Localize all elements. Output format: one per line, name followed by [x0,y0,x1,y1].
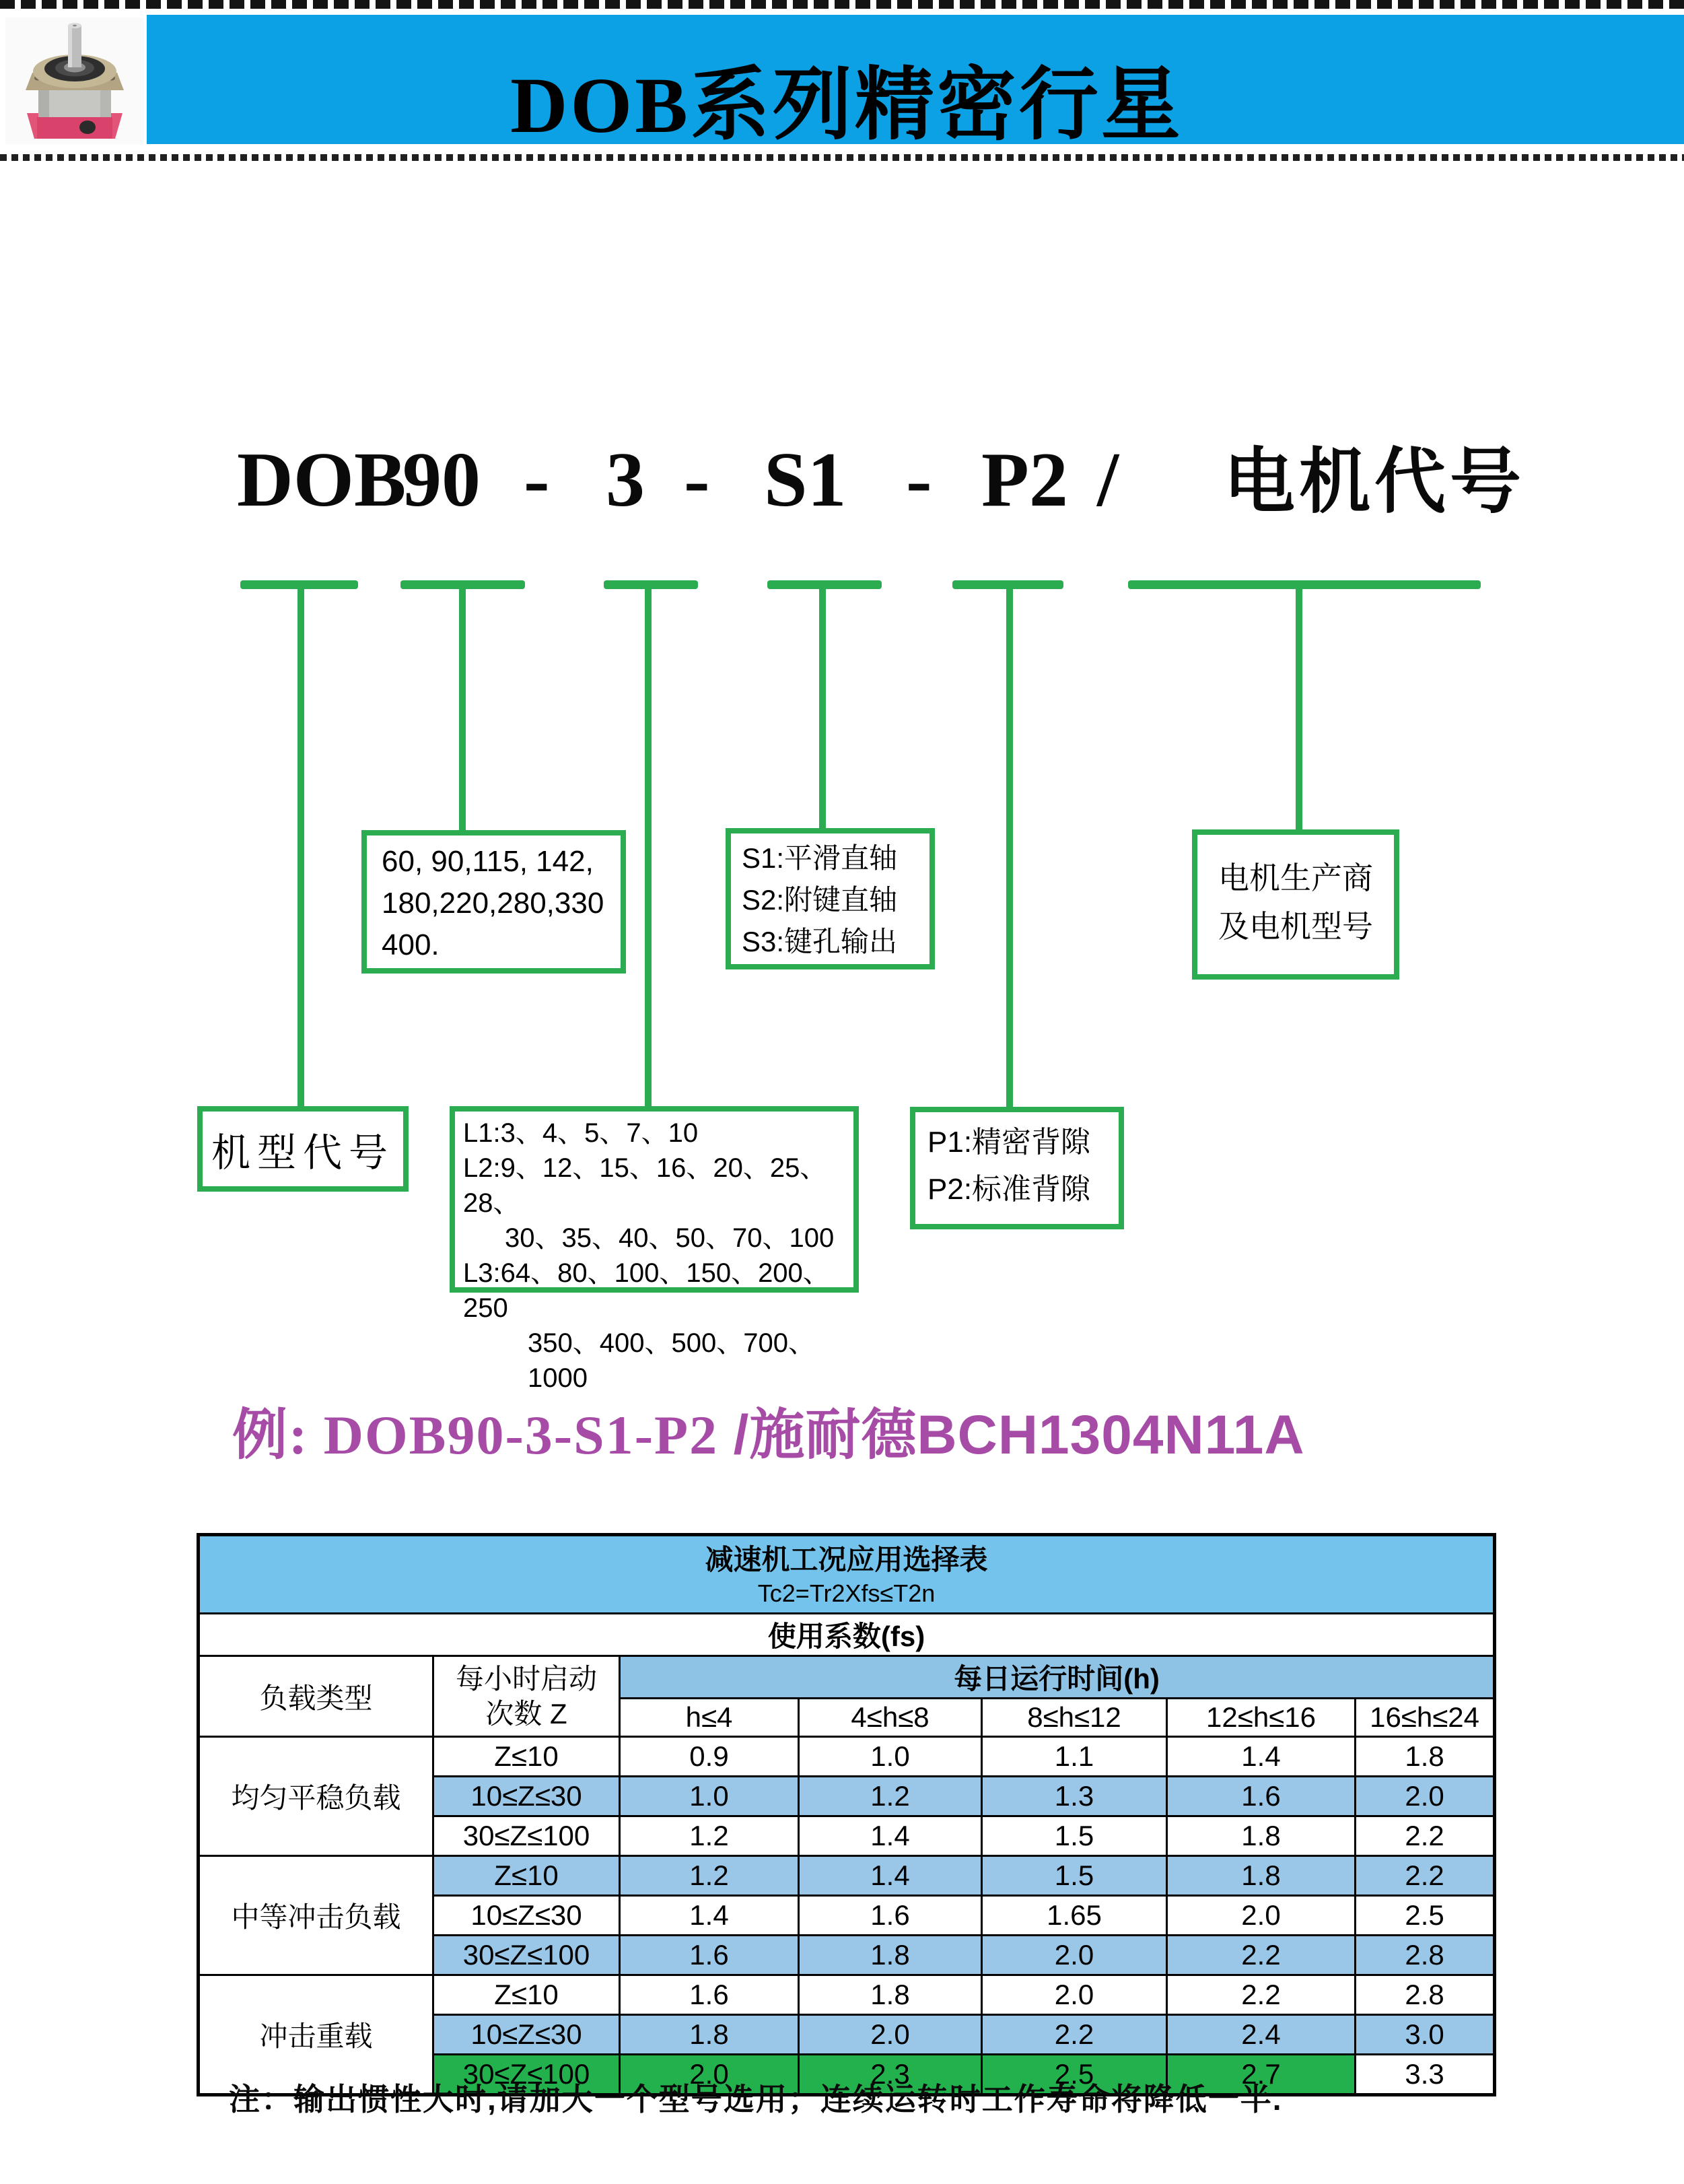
fs-value: 2.0 [982,1975,1167,2015]
example-model-line [232,1391,1305,1470]
frame-sizes-line: 60, 90,115, 142, [382,845,594,878]
fs-value: 1.5 [982,1856,1167,1896]
fs-value: 2.4 [1167,2015,1356,2055]
output-type-line: S3:键孔输出 [742,926,898,957]
model-seg-motor: 电机代号 [1224,443,1525,522]
hours-col-3: 8≤h≤12 [982,1699,1167,1737]
fs-value: 1.2 [620,1856,799,1896]
table-row [199,1856,1495,1896]
connector-stem-series [297,586,304,1106]
hours-col-2: 4≤h≤8 [799,1699,982,1737]
fs-value: 0.9 [620,1737,799,1777]
fs-value: 3.0 [1356,2015,1495,2055]
fs-value: 1.2 [799,1777,982,1816]
connector-stem-backlash [1006,586,1013,1107]
gearbox-illustration [5,18,144,144]
footnote: 注：输出惯性大时,请加大一个型号选用；连续运转时工作寿命将降低一半. [229,2082,1283,2117]
callout-motor-info [1192,829,1399,980]
fs-value: 1.8 [620,2015,799,2055]
callout-ratios [450,1106,859,1393]
z-range: 30≤Z≤100 [433,1936,620,1975]
top-dotted-divider [0,0,1684,9]
table-header-row [199,1656,1495,1699]
motor-info-line: 电机生产商 [1218,860,1373,895]
fs-value: 1.8 [1356,1737,1495,1777]
fs-value: 2.2 [1356,1816,1495,1856]
callout-model-label [197,1106,409,1192]
fs-value: 1.6 [620,1975,799,2015]
fs-value: 1.8 [1167,1816,1356,1856]
fs-value: 1.2 [620,1816,799,1856]
z-range: 30≤Z≤100 [433,2055,620,2095]
fs-value: 1.3 [982,1777,1167,1816]
ratio-line: L2:9、12、15、16、20、25、28、 [463,1153,827,1218]
example-suffix: /施耐德BCH1304N11A [733,1404,1305,1466]
z-range: 30≤Z≤100 [433,1816,620,1856]
fs-value: 1.4 [1167,1737,1356,1777]
callout-backlash [910,1107,1124,1229]
model-seg-dash2: - [684,437,710,523]
header-banner [147,15,1684,149]
output-type-line: S2:附键直轴 [742,884,898,916]
frame-sizes-line: 180,220,280,330 [382,887,604,920]
z-range: 10≤Z≤30 [433,1896,620,1936]
table-title-row [199,1535,1495,1614]
model-seg-ratio: 3 [606,437,645,523]
fs-value: 2.0 [1356,1777,1495,1816]
table-row [199,1737,1495,1777]
fs-value: 1.6 [799,1896,982,1936]
ratio-line: 350、400、500、700、1000 [528,1328,815,1393]
fs-value: 2.2 [1167,1936,1356,1975]
table-subtitle: 使用系数(fs) [199,1614,1495,1656]
frame-sizes-line: 400. [382,928,440,961]
fs-value: 1.1 [982,1737,1167,1777]
hours-col-1: h≤4 [620,1699,799,1737]
header-starts-line1: 每小时启动 [455,1662,597,1695]
fs-value: 1.65 [982,1896,1167,1936]
fs-value: 2.2 [1167,1975,1356,2015]
header-starts-line2: 次数 Z [485,1697,567,1730]
callout-frame-sizes [361,830,626,974]
fs-value: 2.2 [982,2015,1167,2055]
z-range: Z≤10 [433,1856,620,1896]
hours-col-4: 12≤h≤16 [1167,1699,1356,1737]
fs-value: 2.0 [620,2055,799,2095]
fs-value: 1.4 [799,1816,982,1856]
header-starts-per-hour [433,1656,620,1737]
model-seg-series: DOB [237,437,407,523]
header-load-type: 负载类型 [199,1656,433,1737]
fs-value: 2.5 [982,2055,1167,2095]
connector-stem-output [819,586,826,828]
model-seg-size: 90 [402,437,481,523]
product-photo [5,18,144,144]
fs-value: 1.4 [620,1896,799,1936]
table-title: 减速机工况应用选择表 [705,1543,988,1575]
fs-value: 1.4 [799,1856,982,1896]
model-seg-backlash: P2 [981,437,1068,523]
load-type-uniform: 均匀平稳负载 [199,1737,433,1856]
z-range: Z≤10 [433,1975,620,2015]
load-type-moderate: 中等冲击负载 [199,1856,433,1975]
fs-value: 1.5 [982,1816,1167,1856]
motor-info-line: 及电机型号 [1218,909,1373,944]
z-range: Z≤10 [433,1737,620,1777]
connector-bar-motor [1128,580,1481,589]
fs-value: 1.8 [799,1975,982,2015]
z-range: 10≤Z≤30 [433,1777,620,1816]
fs-value: 2.0 [799,2015,982,2055]
fs-value: 2.7 [1167,2055,1356,2095]
fs-value: 1.0 [799,1737,982,1777]
backlash-line: P2:标准背隙 [927,1173,1091,1206]
ratio-line: 30、35、40、50、70、100 [505,1223,835,1253]
ratio-line: L3:64、80、100、150、200、250 [463,1258,830,1323]
example-prefix: 例: DOB90-3-S1-P2 [232,1404,734,1466]
fs-value: 1.0 [620,1777,799,1816]
fs-value: 2.0 [982,1936,1167,1975]
model-seg-output: S1 [764,437,847,523]
connector-stem-motor [1296,586,1302,829]
model-seg-dash3: - [906,437,932,523]
hours-col-5: 16≤h≤24 [1356,1699,1495,1737]
z-range: 10≤Z≤30 [433,2015,620,2055]
fs-value: 2.3 [799,2055,982,2095]
model-label-text: 机型代号 [211,1130,394,1175]
connector-stem-size [459,586,466,830]
fs-value: 1.8 [1167,1856,1356,1896]
model-seg-dash1: - [524,437,550,523]
fs-value: 2.0 [1167,1896,1356,1936]
fs-value: 2.2 [1356,1856,1495,1896]
fs-value: 2.8 [1356,1975,1495,2015]
fs-value: 1.6 [620,1936,799,1975]
table-formula: Tc2=Tr2Xfs≤T2n [757,1579,936,1607]
header-daily-runtime: 每日运行时间(h) [620,1656,1495,1699]
model-seg-slash: / [1097,437,1119,523]
fs-value: 2.8 [1356,1936,1495,1975]
table-subtitle-row [199,1614,1495,1656]
connector-stem-ratio [645,586,652,1106]
backlash-line: P1:精密背隙 [927,1126,1091,1159]
header-dotted-divider [0,154,1684,161]
fs-value: 1.8 [799,1936,982,1975]
page-title: DOB系列精密行星 [510,61,1183,149]
output-type-line: S1:平滑直轴 [742,842,898,874]
table-row [199,1975,1495,2015]
ratio-line: L1:3、4、5、7、10 [463,1118,699,1148]
fs-value: 3.3 [1356,2055,1495,2095]
fs-value: 1.6 [1167,1777,1356,1816]
application-selection-table [197,1533,1496,2096]
load-type-heavy: 冲击重载 [199,1975,433,2095]
fs-value: 2.5 [1356,1896,1495,1936]
callout-output-types [726,828,935,969]
